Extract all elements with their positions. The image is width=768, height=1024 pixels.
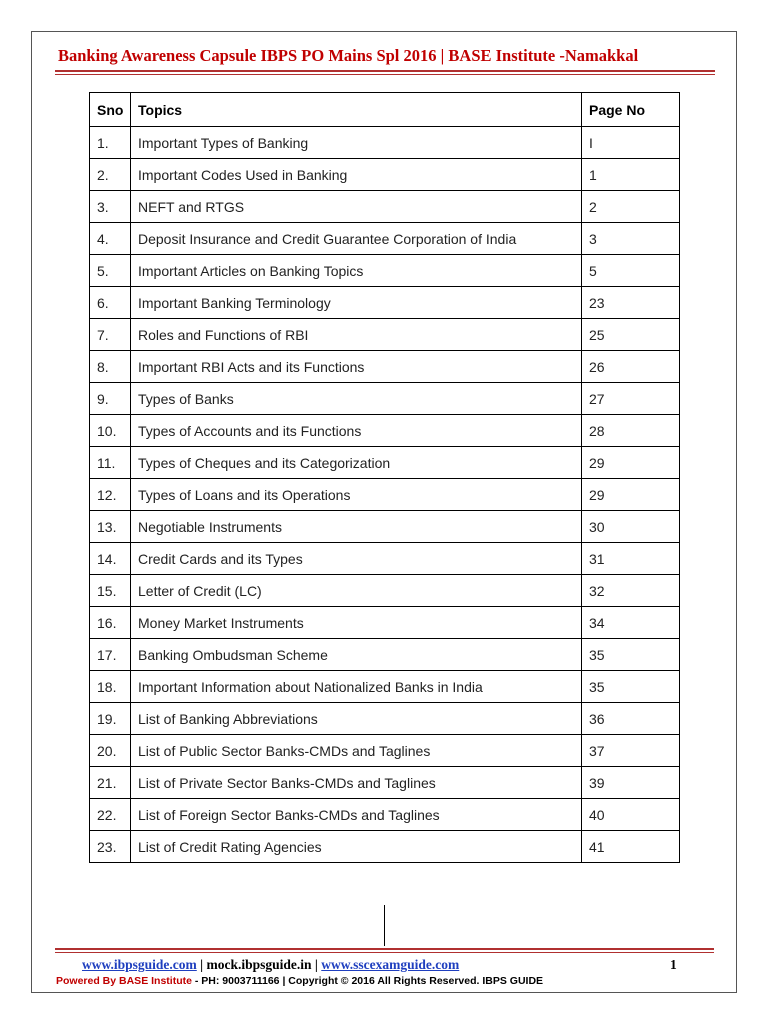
cell-sno: 10.	[90, 415, 131, 447]
topics-table	[89, 92, 680, 863]
cell-topic: List of Private Sector Banks-CMDs and Taglines	[131, 767, 582, 799]
cell-sno: 4.	[90, 223, 131, 255]
table-row	[90, 159, 680, 191]
cell-sno: 20.	[90, 735, 131, 767]
cell-topic: Types of Cheques and its Categorization	[131, 447, 582, 479]
cell-page-no: 30	[582, 511, 680, 543]
cell-sno: 13.	[90, 511, 131, 543]
table-row	[90, 351, 680, 383]
cell-sno: 1.	[90, 127, 131, 159]
cell-page-no: 37	[582, 735, 680, 767]
cell-sno: 7.	[90, 319, 131, 351]
cell-sno: 5.	[90, 255, 131, 287]
table-row	[90, 287, 680, 319]
cell-topic: Types of Accounts and its Functions	[131, 415, 582, 447]
header-rule-thick	[55, 70, 715, 72]
cell-topic: Important Articles on Banking Topics	[131, 255, 582, 287]
cell-sno: 18.	[90, 671, 131, 703]
cell-page-no: 39	[582, 767, 680, 799]
cell-sno: 15.	[90, 575, 131, 607]
table-row	[90, 383, 680, 415]
cell-page-no: 23	[582, 287, 680, 319]
cell-page-no: 27	[582, 383, 680, 415]
table-row	[90, 511, 680, 543]
cell-topic: Important Banking Terminology	[131, 287, 582, 319]
table-row	[90, 639, 680, 671]
cell-sno: 12.	[90, 479, 131, 511]
cell-topic: List of Banking Abbreviations	[131, 703, 582, 735]
cell-page-no: 32	[582, 575, 680, 607]
table-body	[90, 127, 680, 863]
cell-page-no: 26	[582, 351, 680, 383]
cell-topic: Letter of Credit (LC)	[131, 575, 582, 607]
footer-separator: | mock.ibpsguide.in |	[196, 957, 322, 972]
footer-links	[82, 957, 459, 973]
header-sno: Sno	[90, 93, 131, 127]
cell-page-no: 5	[582, 255, 680, 287]
cell-sno: 23.	[90, 831, 131, 863]
cell-topic: Important Information about Nationalized Banks in India	[131, 671, 582, 703]
table-row	[90, 799, 680, 831]
table-row	[90, 191, 680, 223]
cell-topic: Types of Banks	[131, 383, 582, 415]
header-rule-thin	[55, 74, 715, 75]
cell-page-no: 29	[582, 447, 680, 479]
cell-page-no: 29	[582, 479, 680, 511]
cell-sno: 9.	[90, 383, 131, 415]
cell-topic: Banking Ombudsman Scheme	[131, 639, 582, 671]
cell-page-no: 2	[582, 191, 680, 223]
cell-topic: List of Foreign Sector Banks-CMDs and Taglines	[131, 799, 582, 831]
cell-sno: 8.	[90, 351, 131, 383]
ibpsguide-link[interactable]: www.ibpsguide.com	[82, 957, 197, 972]
table-row	[90, 831, 680, 863]
cell-topic: Important RBI Acts and its Functions	[131, 351, 582, 383]
cell-page-no: I	[582, 127, 680, 159]
cell-sno: 14.	[90, 543, 131, 575]
header-page-no: Page No	[582, 93, 680, 127]
cell-page-no: 35	[582, 639, 680, 671]
cell-sno: 19.	[90, 703, 131, 735]
footer-contact: - PH: 9003711166 | Copyright © 2016 All Rights Reserved. IBPS GUIDE	[191, 975, 544, 987]
cell-page-no: 35	[582, 671, 680, 703]
table-row	[90, 415, 680, 447]
cell-topic: Roles and Functions of RBI	[131, 319, 582, 351]
table-header-row	[90, 93, 680, 127]
cell-sno: 21.	[90, 767, 131, 799]
cell-page-no: 40	[582, 799, 680, 831]
powered-by: Powered By BASE Institute	[56, 975, 192, 987]
table-row	[90, 703, 680, 735]
cell-sno: 2.	[90, 159, 131, 191]
page-number: 1	[670, 957, 677, 972]
cell-topic: Important Types of Banking	[131, 127, 582, 159]
cell-topic: Negotiable Instruments	[131, 511, 582, 543]
cell-sno: 3.	[90, 191, 131, 223]
table-row	[90, 223, 680, 255]
cell-page-no: 25	[582, 319, 680, 351]
table-row	[90, 607, 680, 639]
table-row	[90, 255, 680, 287]
cell-topic: NEFT and RTGS	[131, 191, 582, 223]
cell-topic: List of Public Sector Banks-CMDs and Taglines	[131, 735, 582, 767]
table-row	[90, 447, 680, 479]
table-row	[90, 319, 680, 351]
table-row	[90, 479, 680, 511]
cell-topic: Important Codes Used in Banking	[131, 159, 582, 191]
cell-page-no: 41	[582, 831, 680, 863]
cell-sno: 17.	[90, 639, 131, 671]
cell-page-no: 34	[582, 607, 680, 639]
center-divider	[384, 905, 385, 946]
cell-sno: 16.	[90, 607, 131, 639]
cell-page-no: 3	[582, 223, 680, 255]
cell-page-no: 28	[582, 415, 680, 447]
cell-topic: Credit Cards and its Types	[131, 543, 582, 575]
cell-sno: 22.	[90, 799, 131, 831]
cell-topic: Types of Loans and its Operations	[131, 479, 582, 511]
footer-rule-thin	[55, 952, 714, 953]
cell-sno: 11.	[90, 447, 131, 479]
table-row	[90, 671, 680, 703]
footer-rule-thick	[55, 948, 714, 950]
table-row	[90, 543, 680, 575]
page-header-title: Banking Awareness Capsule IBPS PO Mains Spl 2016 | BASE Institute -Namakkal	[58, 46, 639, 65]
cell-topic: Money Market Instruments	[131, 607, 582, 639]
cell-topic: Deposit Insurance and Credit Guarantee Corporation of India	[131, 223, 582, 255]
table-row	[90, 575, 680, 607]
table-row	[90, 735, 680, 767]
cell-page-no: 31	[582, 543, 680, 575]
footer-credits	[56, 975, 543, 987]
cell-sno: 6.	[90, 287, 131, 319]
cell-topic: List of Credit Rating Agencies	[131, 831, 582, 863]
cell-page-no: 36	[582, 703, 680, 735]
table-row	[90, 127, 680, 159]
sscexamguide-link[interactable]: www.sscexamguide.com	[321, 957, 460, 972]
header-topics: Topics	[131, 93, 582, 127]
cell-page-no: 1	[582, 159, 680, 191]
table-row	[90, 767, 680, 799]
